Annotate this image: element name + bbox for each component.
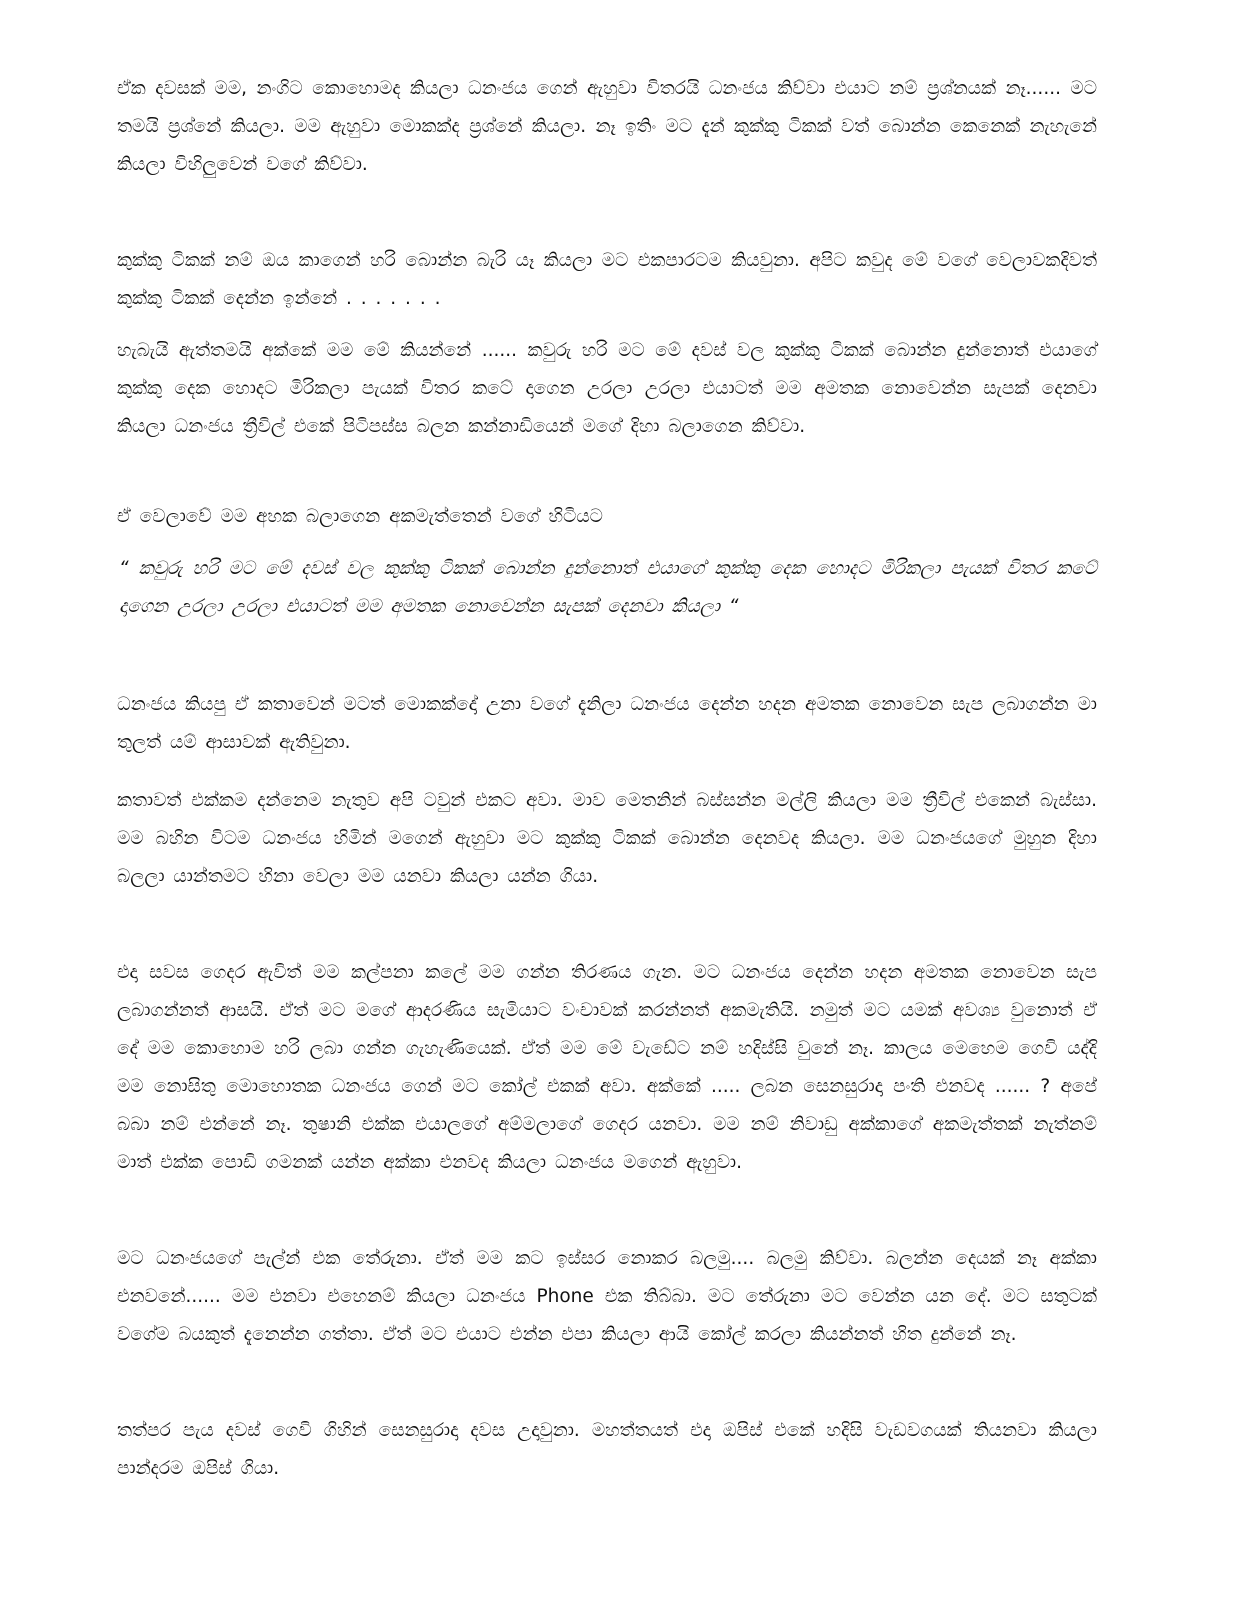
paragraph-5: ධනංජය කියපු ඒ කතාවෙන් මටත් මොකක්දෝ උනා වගේ දැනිලා ධනංජය දෙන්න හදන අමතක නොවෙන සැප ලබාගන්න මා තුලත් යම් ආසාවක් ඇතිවුනා.	[117, 694, 1097, 753]
paragraph-2: කුක්කු ටිකක් නම් ඔය කාගෙන් හරි බොන්න බැරි යෑ කියලා මට එකපාරටම කියවුනා. අපිට කවුද මේ වගේ වෙලාවකදිවත් කුක්කු ටිකක් දෙන්න ඉන්නේ . . . . . . .	[117, 250, 1097, 309]
document-page	[117, 70, 1097, 1508]
paragraph-8: මට ධනංජයගේ පැල්න් එක තේරුනා. ඒත් මම කට ඉස්සර නොකර බලමු.... බලමු කිව්වා. බලන්න දෙයක් නෑ අක්කා එනවනේ...... මම එනවා එහෙනම් කියලා ධනංජය Phone එක තිබ්බා. මට තේරුනා මට වෙන්න යන දේ. මට සතුටක් වගේම බයකුත් දැනෙන්න ගත්තා. ඒත් මට එයාට එන්න එපා කියලා ආයි කෝල් කරලා කියන්නත් හිත දුන්නේ නෑ.	[117, 1248, 1097, 1345]
paragraph-7: එදා සවස ගෙදර ඇවිත් මම කල්පනා කලේ මම ගන්න තිරණය ගැන. මට ධනංජය දෙන්න හදන අමතක නොවෙන සැප ලබාගන්නත් ආසයි. ඒත් මට මගේ ආදරණිය සැමියාට වංචාවක් කරන්නත් අකමැතියි. නමුත් මට යමක් අවශ්‍ය වුනොත් ඒ දේ මම කොහොම හරි ලබා ගන්න ගැහැණියෙක්. ඒත් මම මේ වැඩේට නම් හදිස්සි වුනේ නෑ. කාලය මෙහෙම ගෙවි යද්දි මම නොසිතු මොහොතක ධනංජය ගෙන් මට කෝල් එකක් අවා. අක්කේ ..... ලබන සෙනසුරාදා පංති එනවද ...... ? අපේ බබා නම් එන්නේ නෑ. තුෂානි එක්ක එයාලගේ අම්මලාගේ ගෙදර යනවා. මම නම් නිවාඩු අක්කාගේ අකමැත්තක් නැත්නම් මාත් එක්ක පොඩි ගමනක් යන්න අක්කා එනවද කියලා ධනංජය මගෙන් ඇහුවා.	[117, 962, 1097, 1173]
paragraph-1: ඒක දවසක් මම, නංගිට කොහොමද කියලා ධනංජය ගෙන් ඇහුවා විතරයි ධනංජය කිව්වා එයාට නම් ප්‍රශ්නයක් නෑ...... මට තමයි ප්‍රශ්නේ කියලා. මම ඇහුවා මොකක්ද ප්‍රශ්නේ කියලා. නෑ ඉතිං මට දැන් කුක්කු ටිකක් වත් බොන්න කෙනෙක් නැහැනේ කියලා විහිලුවෙන් වගේ කිව්වා.	[117, 78, 1097, 175]
quoted-passage: “ කවුරු හරි මට මේ දවස් වල කුක්කු ටිකක් බොන්න දුන්නොත් එයාගේ කුක්කු දෙක හොදට මිරිකලා පැයක් විතර කටේ දාගෙන උරලා උරලා එයාටත් මම අමතක නොවෙන්න සැපක් දෙනවා කියලා “	[119, 558, 1097, 617]
paragraph-9: තත්පර පැය දවස් ගෙවි ගිහින් සෙනසුරාදා දවස උදාවුනා. මහත්තයත් එදා ඔපිස් එකේ හදිසි වැඩවගයක් තියනවා කියලා පාන්දරම ඔපිස් ගියා.	[117, 1420, 1097, 1479]
paragraph-6: කතාවත් එක්කම දන්නෙම නැතුව අපි ටවුන් එකට අවා. මාව මෙතනින් බස්සන්න මල්ලි කියලා මම ත්‍රීවිල් එකෙන් බැස්සා. මම බහින විටම ධනංජය හිමින් මගෙන් ඇහුවා මට කුක්කු ටිකක් බොන්න දෙනවද කියලා. මම ධනංජයගේ මුහුන දිහා බලලා යාන්තමට හිනා වෙලා මම යනවා කියලා යන්න ගියා.	[117, 790, 1097, 887]
paragraph-3: හැබැයි ඇත්තමයි අක්කේ මම මේ කියන්නේ ...... කවුරු හරි මට මේ දවස් වල කුක්කු ටිකක් බොන්න දුන්නොත් එයාගේ කුක්කු දෙක හොදට මිරිකලා පැයක් විතර කටේ දාගෙන උරලා උරලා එයාටත් මම අමතක නොවෙන්න සැපක් දෙනවා කියලා ධනංජය ත්‍රීවිල් එකේ පිටිපස්ස බලන කන්නාඩියෙන් මගේ දිහා බලාගෙන කිව්වා.	[117, 340, 1097, 437]
paragraph-4: ඒ වෙලාවේ මම අහක බලාගෙන අකමැත්තෙන් වගේ හිටියට	[117, 506, 603, 527]
